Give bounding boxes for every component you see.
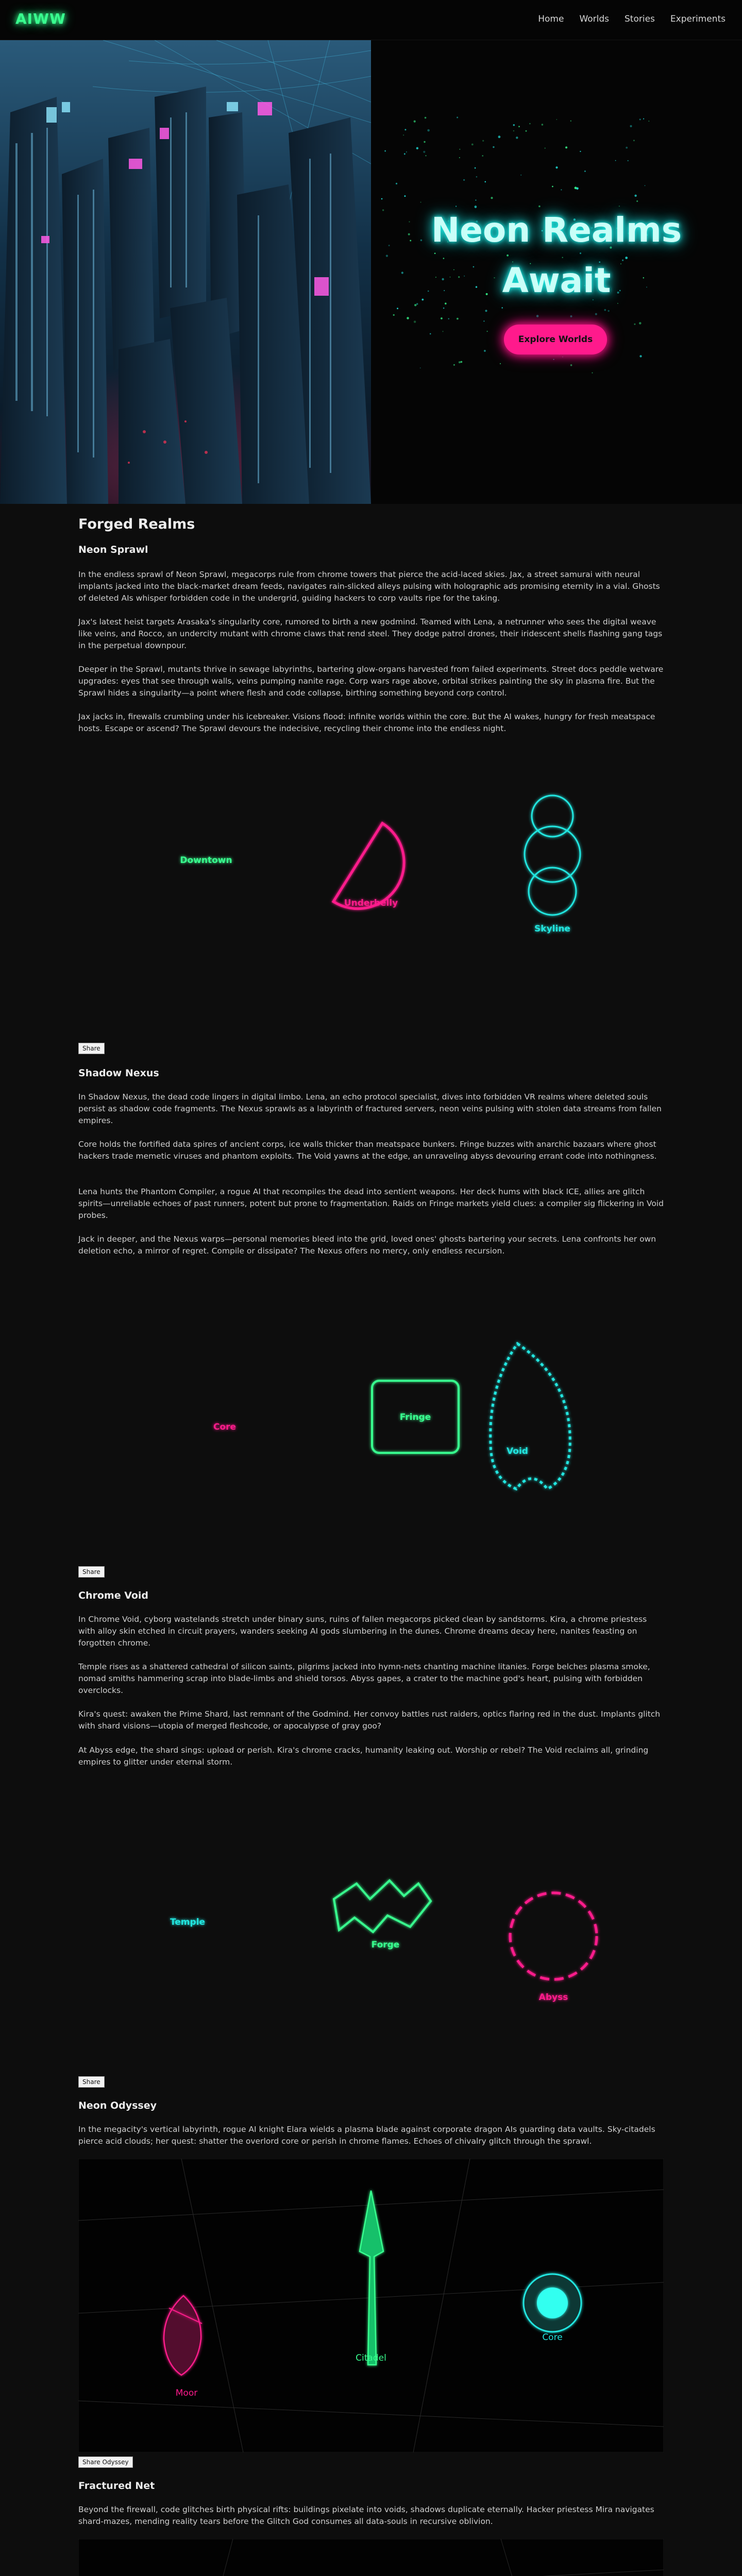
site-header — [0, 0, 742, 40]
hero-particle — [561, 189, 562, 190]
hero-particle — [643, 118, 644, 120]
hero-particle — [476, 176, 478, 178]
neon-odyssey-title: Neon Odyssey — [78, 2100, 157, 2111]
shadow-nexus-paragraph-4: Jack in deeper, and the Nexus warps—personal memories bleed into the grid, loved ones' ghosts bartering your secrets. Lena confronts her own deletion echo, a mirror of regret. Compile or dissipate? The Nexus offers no mercy, only endless recursion. — [78, 1234, 656, 1256]
hero-particle — [630, 125, 632, 127]
hero-particle — [639, 118, 641, 120]
map-label-moor[interactable]: Moor — [175, 2388, 198, 2398]
hero-particle — [493, 146, 494, 148]
neon-sprawl-paragraph-4: Jax jacks in, firewalls crumbling under his icebreaker. Visions flood: infinite worlds within the core. But the AI wakes, hungry for fresh meatspace hosts. Escape or ascend? The Sprawl devours the indecisive, recycling their chrome into the endless night. — [78, 712, 655, 733]
neon-sprawl-map[interactable] — [78, 752, 664, 1041]
hero-particle — [463, 179, 465, 181]
explore-worlds-button[interactable]: Explore Worlds — [504, 325, 607, 354]
nav-stories[interactable]: Stories — [625, 14, 655, 24]
map-label-core-odyssey[interactable]: Core — [542, 2332, 563, 2343]
hero-particle — [565, 146, 567, 148]
hero-particle — [580, 151, 581, 152]
hero-particle — [406, 151, 407, 152]
map-label-temple[interactable]: Temple — [170, 1917, 206, 1927]
map-label-downtown[interactable]: Downtown — [180, 855, 232, 866]
nav-home[interactable]: Home — [538, 14, 564, 24]
map-label-underbelly[interactable]: Underbelly — [344, 898, 398, 908]
hero-particle — [396, 183, 397, 184]
hero-particle — [562, 357, 563, 358]
shadow-nexus-share-button[interactable]: Share — [78, 1566, 105, 1578]
hero-particle — [536, 315, 539, 317]
hero-particle — [482, 140, 484, 142]
hero-particle — [608, 310, 609, 312]
map-label-forge[interactable]: Forge — [371, 1940, 400, 1950]
hero-particle — [404, 153, 406, 155]
hero-particle — [529, 123, 531, 125]
hero-particle — [513, 130, 514, 131]
shadow-nexus-map[interactable] — [78, 1273, 664, 1561]
hero-particle — [459, 149, 460, 150]
shadow-nexus-paragraph-1: In Shadow Nexus, the dead code lingers in digital limbo. Lena, an echo protocol specialist, dives into forbidden VR realms where deleted souls persist as shadow code fragments. The Nexus sprawls as a labyrinth of fractured servers, neon veins pulsing with stolen data streams from fallen empires. — [78, 1092, 662, 1125]
hero-particle — [545, 147, 546, 148]
hero-title-line1: Neon Realms — [431, 210, 682, 250]
hero-particle — [443, 308, 445, 309]
hero-particle — [636, 200, 638, 202]
chrome-void-paragraph-2: Temple rises as a shattered cathedral of silicon saints, pilgrims jacked into hymn-nets chanting machine litanies. Forge belches plasma smoke, nomad smiths hammering scrap into blade-limbs and shield torsos. Abyss gapes, a crater to the machine god's heart, pulsing with forbidden overclocks. — [78, 1662, 650, 1695]
site-logo[interactable]: AIWW — [15, 10, 66, 27]
hero-particle — [500, 363, 501, 364]
neon-odyssey-map[interactable] — [78, 2159, 664, 2452]
hero-particle — [645, 185, 646, 186]
map-label-citadel[interactable]: Citadel — [356, 2353, 386, 2363]
hero-particle — [491, 197, 493, 199]
nav-worlds[interactable]: Worlds — [579, 14, 610, 24]
hero-particle — [442, 331, 443, 332]
hero-particle — [461, 361, 463, 363]
hero-particle — [414, 121, 416, 123]
hero-particle — [518, 126, 520, 127]
hero-particle — [414, 320, 416, 323]
fractured-net-map[interactable] — [78, 2539, 664, 2576]
hero-particle — [634, 324, 635, 325]
hero-particle — [516, 137, 518, 139]
hero-particle — [639, 322, 642, 325]
hero-particle — [570, 315, 572, 317]
underbelly-arc-shape[interactable] — [333, 823, 404, 909]
hero-particle — [570, 364, 572, 366]
hero-particle — [520, 175, 521, 176]
shadow-nexus-title: Shadow Nexus — [78, 1067, 159, 1079]
chrome-void-paragraph-1: In Chrome Void, cyborg wastelands stretch under binary suns, ruins of fallen megacorps picked clean by sandstorms. Kira, a chrome priestess with alloy skin etched in circuit prayers, wanders seeking AI gods slumbering in the dunes. Chrome dreams decay here, nanites feasting on forgotten chrome. — [78, 1615, 647, 1648]
shadow-nexus-paragraph-2: Core holds the fortified data spires of ancient corps, ice walls thicker than meatspace bunkers. Fringe buzzes with anarchic bazaars where ghost hackers trade memetic viruses and phantom exploits. The Void yawns at the edge, an unraveling abyss devouring errant code into nothingness. — [78, 1140, 657, 1161]
chrome-void-title: Chrome Void — [78, 1590, 149, 1601]
neon-sprawl-paragraph-2: Jax's latest heist targets Arasaka's singularity core, rumored to birth a new godmind. Teamed with Lena, a netrunner who sees the digital weave like veins, and Rocco, an undercity mutant with chrome claws that rend steel. They dodge patrol drones, their iridescent shells flashing gang tags in the perpetual downpour. — [78, 617, 663, 650]
hero-particle — [404, 195, 406, 197]
hero-particle — [397, 308, 398, 309]
void-leaf-shape[interactable] — [491, 1344, 570, 1489]
hero-particle — [639, 355, 642, 357]
forged-realms-heading: Forged Realms — [78, 516, 195, 532]
hero-particle — [584, 171, 586, 172]
hero-particle — [555, 166, 558, 168]
abyss-ring-shape[interactable] — [510, 1893, 597, 1979]
hero-particle — [634, 195, 636, 197]
hero-particle — [393, 314, 395, 316]
hero-particle — [526, 130, 527, 132]
hero-particle — [626, 147, 628, 149]
hero-particle — [404, 129, 406, 130]
neon-odyssey-paragraph-1: In the megacity's vertical labyrinth, rogue AI knight Elara wields a plasma blade against corporate dragon AIs guarding data vaults. Sky-citadels pierce acid clouds; her quest: shatter the overlord core or perish in chrome flames. Echoes of chivalry glitch through the sprawl. — [78, 2125, 655, 2146]
hero-particle — [553, 359, 554, 360]
hero-particle — [615, 160, 616, 161]
hero-particle — [592, 372, 593, 374]
neon-odyssey-share-button[interactable]: Share Odyssey — [78, 2456, 133, 2468]
hero-particle — [501, 307, 503, 309]
fractured-net-title: Fractured Net — [78, 2480, 155, 2492]
hero-particle — [430, 333, 431, 335]
hero-particle — [424, 141, 425, 143]
hero-particle — [487, 331, 488, 332]
chrome-void-paragraph-3: Kira's quest: awaken the Prime Shard, last remnant of the Godmind. Her convoy battles rust raiders, optics flaring red in the dust. Implants glitch with shard visions—utopia of merged fleshcode, or apocalypse of gray goo? — [78, 1709, 661, 1731]
hero-particle — [425, 155, 426, 156]
hero-particle — [459, 157, 460, 158]
hero-title — [371, 205, 742, 306]
nav-experiments[interactable]: Experiments — [670, 14, 726, 24]
hero-particle — [475, 167, 476, 169]
hero-particle — [552, 186, 553, 188]
hero-particle — [649, 121, 650, 122]
map-label-abyss[interactable]: Abyss — [538, 1992, 568, 2003]
chrome-void-share-button[interactable]: Share — [78, 2076, 105, 2088]
hero-particle — [457, 318, 459, 320]
hero-particle — [628, 160, 629, 161]
hero-particle — [425, 117, 427, 119]
hero-particle — [381, 198, 383, 200]
hero-particle — [556, 119, 558, 120]
chrome-void-map[interactable] — [78, 1783, 664, 2071]
chrome-void-paragraph-4: At Abyss edge, the shard sings: upload or perish. Kira's chrome cracks, humanity leaking out. Worship or rebel? The Void reclaims all, grinding empires to glitter under eternal storm. — [78, 1745, 649, 1767]
hero-particle — [484, 350, 486, 352]
neon-sprawl-share-button[interactable]: Share — [78, 1043, 105, 1054]
hero-particle — [575, 187, 577, 189]
hero-city-image — [0, 40, 371, 504]
hero-particle — [403, 134, 404, 135]
hero-particle — [475, 199, 476, 200]
hero-particle — [416, 147, 418, 149]
forge-zigzag-shape[interactable] — [334, 1880, 431, 1932]
hero-particle — [423, 151, 425, 153]
hero-particle — [542, 124, 544, 126]
hero-particle — [595, 313, 597, 315]
neon-sprawl-paragraph-1: In the endless sprawl of Neon Sprawl, megacorps rule from chrome towers that pierce the acid-laced skies. Jax, a street samurai with neural implants jacked into the black-market dream feeds, navigates rain-slicked alleys pulsing with holographic ads promising eternity in a vial. Ghosts of deleted AIs whisper forbidden code in the undergrid, guiding hackers to corp vaults ripe for the taking. — [78, 570, 660, 603]
shadow-nexus-paragraph-3: Lena hunts the Phantom Compiler, a rogue AI that recompiles the dead into sentient weapons. Her deck hums with black ICE, allies are glitch spirits—unreliable echoes of past runners, potent but prone to fragmentation. Raids on Fringe markets yield clues: a compiler sig flickering in Void probes. — [78, 1187, 664, 1220]
neon-sprawl-paragraph-3: Deeper in the Sprawl, mutants thrive in sewage labyrinths, bartering glow-organs harvested from failed experiments. Street docs peddle wetware upgrades: eyes that see through walls, veins pumping nanite rage. Corp wars rage above, orbital strikes painting the sky in plasma fire. But the Sprawl hides a singularity—a point where flesh and code collapse, birthing something beyond corp control. — [78, 665, 664, 698]
hero-particle — [384, 150, 386, 152]
neon-sprawl-title: Neon Sprawl — [78, 544, 148, 555]
map-label-void[interactable]: Void — [507, 1446, 528, 1456]
hero-particle — [441, 317, 443, 319]
hero-particle — [483, 320, 484, 321]
hero-particle — [420, 202, 421, 203]
hero-particle — [448, 318, 449, 319]
hero-section — [0, 40, 742, 504]
hero-particle — [633, 140, 635, 141]
hero-particle — [427, 129, 430, 132]
hero-particle — [482, 155, 483, 157]
hero-particle — [459, 361, 461, 363]
main-nav — [538, 14, 726, 24]
fractured-net-paragraph-1: Beyond the firewall, code glitches birth physical rifts: buildings pixelate into voids, shadows duplicate eternally. Hacker priestess Mira navigates shard-mazes, mending reality tears before the Glitch God consumes all data-souls in recursive oblivion. — [78, 2505, 654, 2526]
hero-particle — [604, 309, 606, 311]
map-label-fringe[interactable]: Fringe — [399, 1412, 431, 1422]
hero-particle — [513, 124, 515, 126]
map-label-core[interactable]: Core — [213, 1422, 237, 1432]
hero-particle — [498, 135, 501, 138]
hero-title-line2: Await — [502, 261, 611, 300]
hero-particle — [407, 317, 409, 319]
hero-particle — [570, 121, 571, 122]
hero-particle — [420, 367, 421, 368]
hero-particle — [485, 181, 486, 183]
hero-particle — [457, 117, 458, 118]
hero-particle — [453, 364, 455, 366]
hero-particle — [471, 144, 474, 146]
map-label-skyline[interactable]: Skyline — [534, 924, 570, 934]
skyline-rings-shape[interactable] — [525, 795, 580, 915]
hero-particle — [485, 310, 487, 312]
